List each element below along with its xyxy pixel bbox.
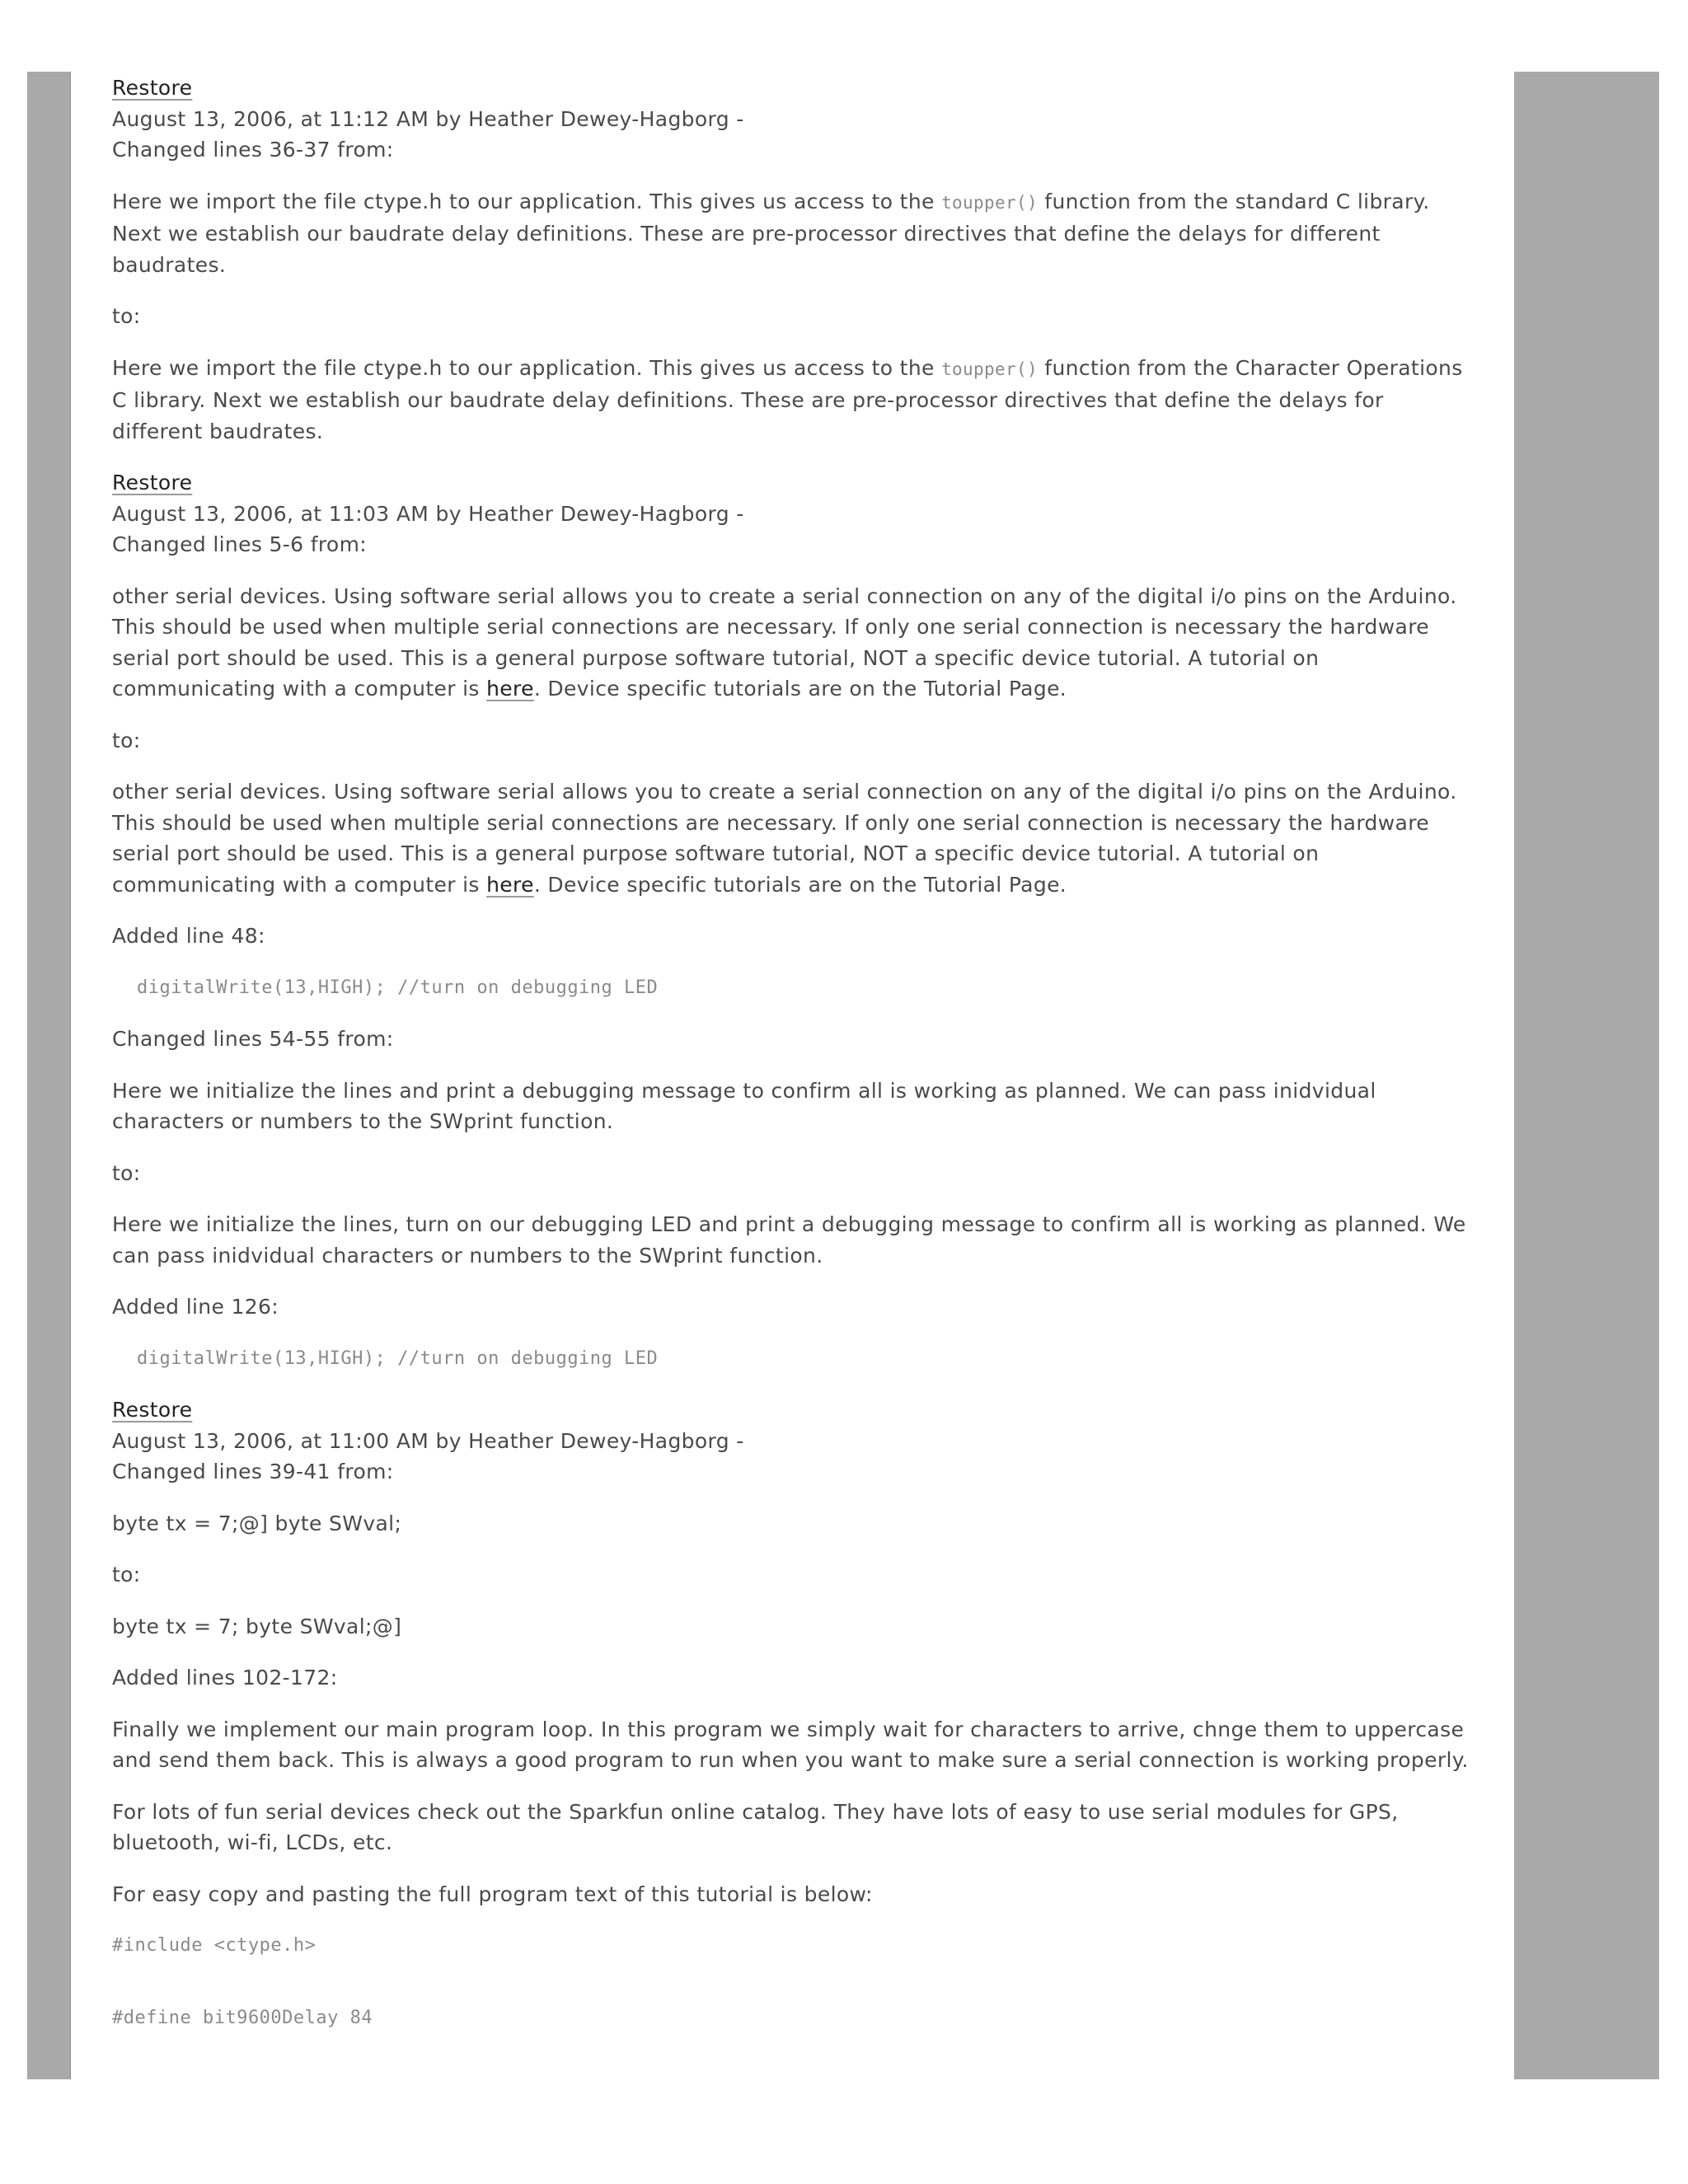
- added-description: Added line 48:: [112, 924, 265, 948]
- inline-code: toupper(): [941, 359, 1039, 379]
- body-paragraph: Finally we implement our main program loop. In this program we simply wait for characters to arrive, chnge them to uppercase and send them back. This is always a good program to run when you want to make sure a serial connection is working properly.: [112, 1717, 1469, 1772]
- to-label: to:: [112, 1563, 141, 1586]
- from-paragraph: other serial devices. Using software serial allows you to create a serial connection on any of the digital i/o pins on the Arduino. This should be used when multiple serial connections are necessary. If only one serial connection is necessary the hardware serial port should be used. This is a general purpose software tutorial, NOT a specific device tutorial. A tutorial on communicating with a computer is here. Device specific tutorials are on the Tutorial Page.: [112, 583, 1457, 701]
- here-link[interactable]: here: [486, 677, 534, 701]
- from-paragraph: Here we initialize the lines and print a debugging message to confirm all is working as planned. We can pass inidvidual characters or numbers to the SWprint function.: [112, 1078, 1376, 1133]
- restore-link[interactable]: Restore: [112, 471, 193, 494]
- change-description: Changed lines 5-6 from:: [112, 532, 368, 556]
- change-description: Changed lines 39-41 from:: [112, 1460, 394, 1483]
- added-description: Added line 126:: [112, 1295, 279, 1319]
- entry-meta: August 13, 2006, at 11:12 AM by Heather Dewey-Hagborg -: [112, 106, 744, 131]
- to-paragraph: other serial devices. Using software serial allows you to create a serial connection on any of the digital i/o pins on the Arduino. This should be used when multiple serial connections are necessary. If only one serial connection is necessary the hardware serial port should be used. This is a general purpose software tutorial, NOT a specific device tutorial. A tutorial on communicating with a computer is here. Device specific tutorials are on the Tutorial Page.: [112, 780, 1457, 897]
- body-paragraph: For easy copy and pasting the full program text of this tutorial is below:: [112, 1882, 873, 1906]
- to-label: to:: [112, 1160, 141, 1185]
- entry-header: [112, 467, 1480, 560]
- to-paragraph: Here we import the file ctype.h to our application. This gives us access to the toupper() function from the Character Operations C library. Next we establish our baudrate delay definitions. These are pre-processor directives that define the delays for different baudrates.: [112, 355, 1463, 443]
- history-entry: [112, 73, 1480, 447]
- entry-header: [112, 73, 1480, 166]
- left-sidebar-edge: [70, 72, 71, 2079]
- left-sidebar: [27, 72, 70, 2079]
- to-paragraph: Here we initialize the lines, turn on our debugging LED and print a debugging message to confirm all is working as planned. We can pass inidvidual characters or numbers to the SWprint function.: [112, 1212, 1466, 1268]
- to-label: to:: [112, 304, 141, 328]
- to-label: to:: [112, 728, 141, 752]
- inline-code: toupper(): [941, 192, 1039, 213]
- code-line: digitalWrite(13,HIGH); //turn on debugging LED: [137, 977, 659, 998]
- from-paragraph: byte tx = 7;@] byte SWval;: [112, 1511, 402, 1535]
- change-description: Changed lines 36-37 from:: [112, 138, 394, 162]
- entry-meta: August 13, 2006, at 11:03 AM by Heather Dewey-Hagborg -: [112, 501, 744, 526]
- history-entry: [112, 1394, 1480, 2033]
- from-paragraph: Here we import the file ctype.h to our application. This gives us access to the toupper() function from the standard C library. Next we establish our baudrate delay definitions. These are pre-processor directives that define the delays for different baudrates.: [112, 189, 1430, 277]
- entry-header: [112, 1394, 1480, 1488]
- restore-link[interactable]: Restore: [112, 1398, 193, 1422]
- added-description: Added lines 102-172:: [112, 1666, 338, 1690]
- here-link[interactable]: here: [486, 872, 534, 897]
- history-entry: [112, 467, 1480, 1374]
- change-description: Changed lines 54-55 from:: [112, 1027, 394, 1051]
- to-paragraph: byte tx = 7; byte SWval;@]: [112, 1614, 402, 1638]
- code-line: digitalWrite(13,HIGH); //turn on debugging LED: [137, 1347, 659, 1369]
- restore-link[interactable]: Restore: [112, 76, 193, 100]
- page-history-content: [112, 73, 1480, 2033]
- code-line: #include <ctype.h>: [112, 1935, 316, 1956]
- entry-meta: August 13, 2006, at 11:00 AM by Heather Dewey-Hagborg -: [112, 1428, 744, 1453]
- right-sidebar: [1514, 72, 1659, 2079]
- body-paragraph: For lots of fun serial devices check out the Sparkfun online catalog. They have lots of easy to use serial modules for GPS, bluetooth, wi-fi, LCDs, etc.: [112, 1799, 1399, 1854]
- code-line: #define bit9600Delay 84: [112, 2007, 373, 2028]
